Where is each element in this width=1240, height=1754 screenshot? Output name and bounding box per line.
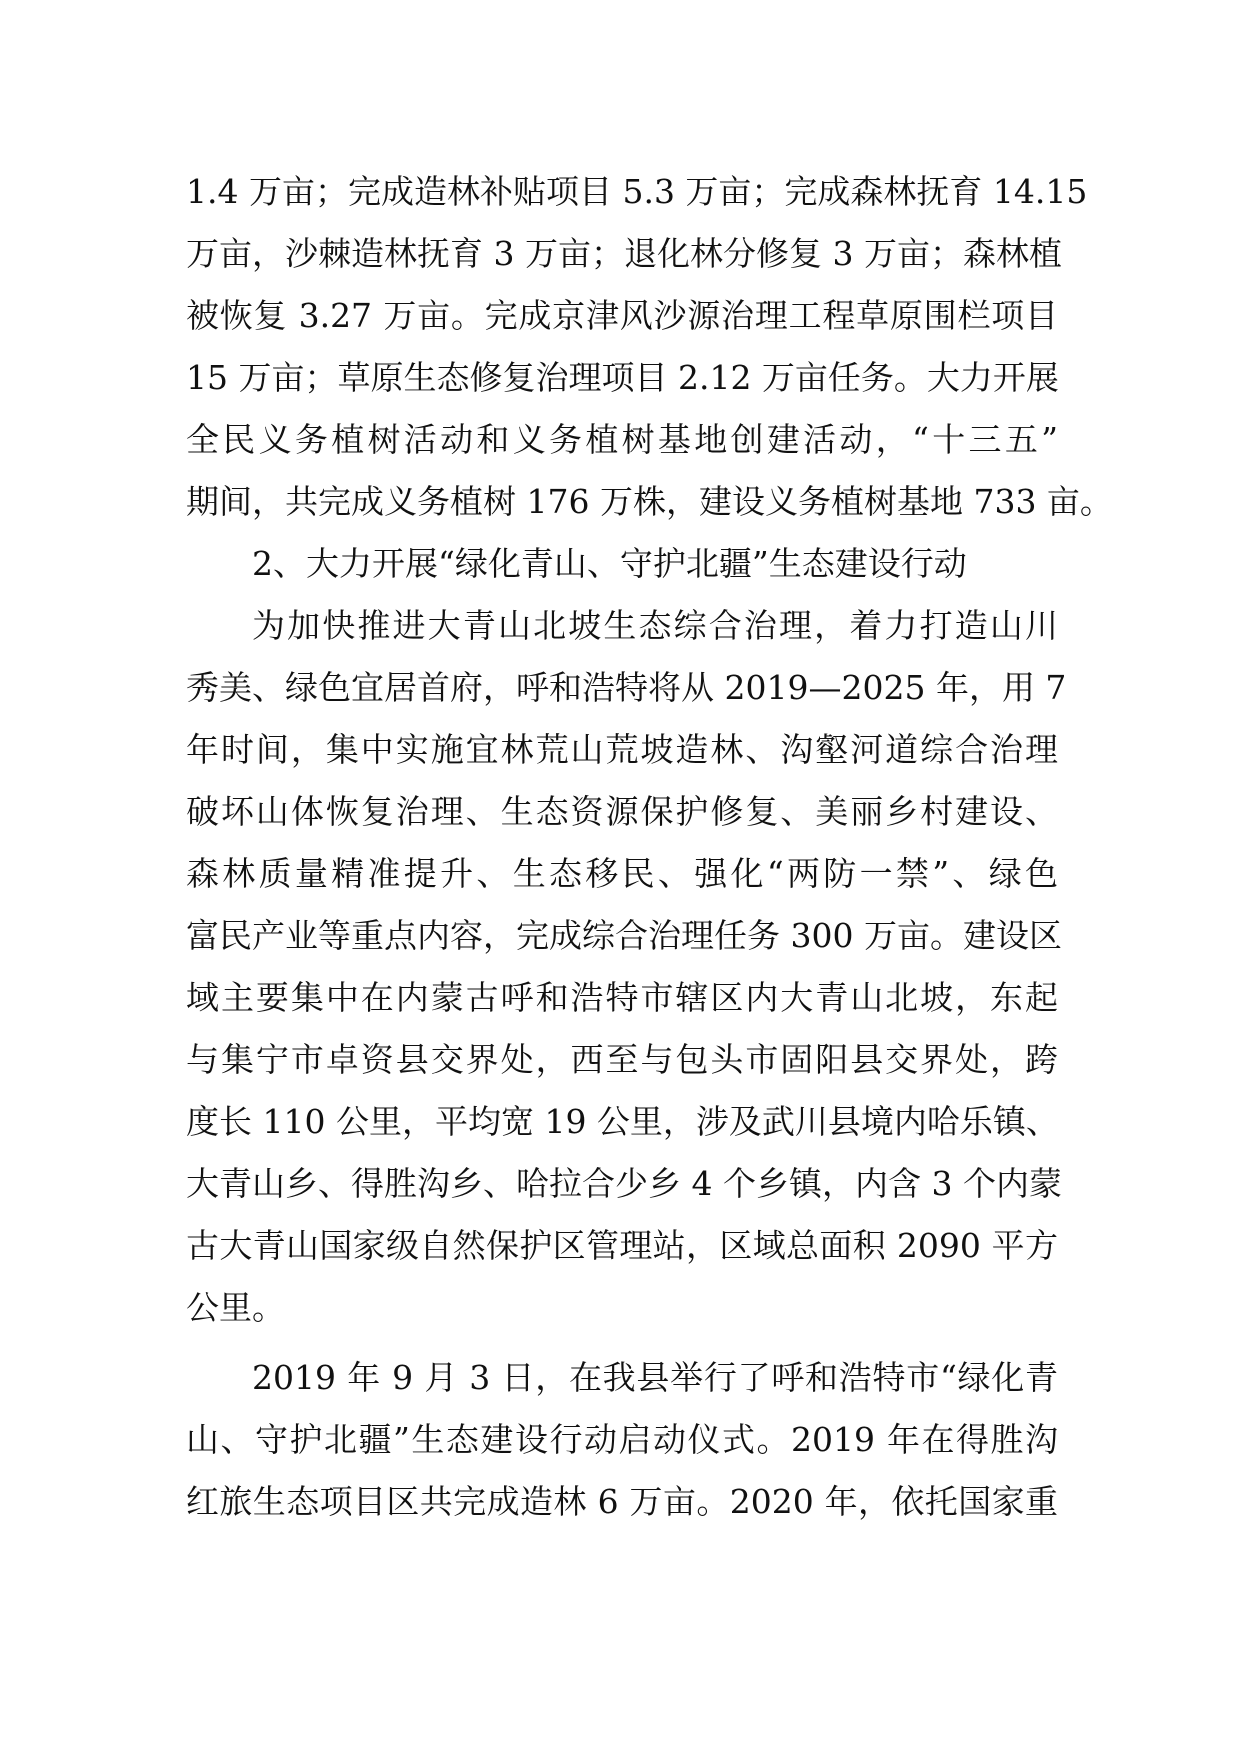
text-line: 万亩，沙棘造林抚育 3 万亩；退化林分修复 3 万亩；森林植 [186, 234, 1062, 273]
paragraph-1 [186, 161, 1113, 533]
heading-text: 2、大力开展“绿化青山、守护北疆”生态建设行动 [252, 544, 967, 583]
text-line: 山、守护北疆”生态建设行动启动仪式。2019 年在得胜沟 [186, 1420, 1058, 1459]
text-line: 全民义务植树活动和义务植树基地创建活动，“十三五” [186, 420, 1058, 459]
text-line: 富民产业等重点内容，完成综合治理任务 300 万亩。建设区 [186, 916, 1062, 955]
text-line: 被恢复 3.27 万亩。完成京津风沙源治理工程草原围栏项目 [186, 296, 1058, 335]
text-line: 年时间，集中实施宜林荒山荒坡造林、沟壑河道综合治理 [186, 730, 1058, 769]
text-line: 大青山乡、得胜沟乡、哈拉合少乡 4 个乡镇，内含 3 个内蒙 [186, 1164, 1062, 1203]
text-line: 破坏山体恢复治理、生态资源保护修复、美丽乡村建设、 [186, 792, 1058, 831]
text-line: 森林质量精准提升、生态移民、强化“两防一禁”、绿色 [186, 854, 1058, 893]
text-line: 期间，共完成义务植树 176 万株，建设义务植树基地 733 亩。 [186, 482, 1113, 521]
text-line: 秀美、绿色宜居首府，呼和浩特将从 2019—2025 年，用 7 [186, 668, 1067, 707]
paragraph-3 [186, 1347, 1058, 1533]
paragraph-2 [186, 595, 1067, 1339]
text-line: 2019 年 9 月 3 日，在我县举行了呼和浩特市“绿化青 [252, 1358, 1058, 1397]
text-line: 与集宁市卓资县交界处，西至与包头市固阳县交界处，跨 [186, 1040, 1058, 1079]
section-heading [186, 533, 1058, 595]
text-line: 公里。 [186, 1288, 285, 1327]
text-line: 度长 110 公里，平均宽 19 公里，涉及武川县境内哈乐镇、 [186, 1102, 1059, 1141]
document-body [186, 161, 1113, 1533]
text-line: 15 万亩；草原生态修复治理项目 2.12 万亩任务。大力开展 [186, 358, 1059, 397]
text-line: 为加快推进大青山北坡生态综合治理，着力打造山川 [252, 606, 1058, 645]
text-line: 1.4 万亩；完成造林补贴项目 5.3 万亩；完成森林抚育 14.15 [186, 172, 1088, 211]
paragraph-spacer [186, 1339, 1058, 1347]
text-line: 红旅生态项目区共完成造林 6 万亩。2020 年，依托国家重 [186, 1482, 1058, 1521]
text-line: 古大青山国家级自然保护区管理站，区域总面积 2090 平方 [186, 1226, 1058, 1265]
text-line: 域主要集中在内蒙古呼和浩特市辖区内大青山北坡，东起 [186, 978, 1058, 1017]
